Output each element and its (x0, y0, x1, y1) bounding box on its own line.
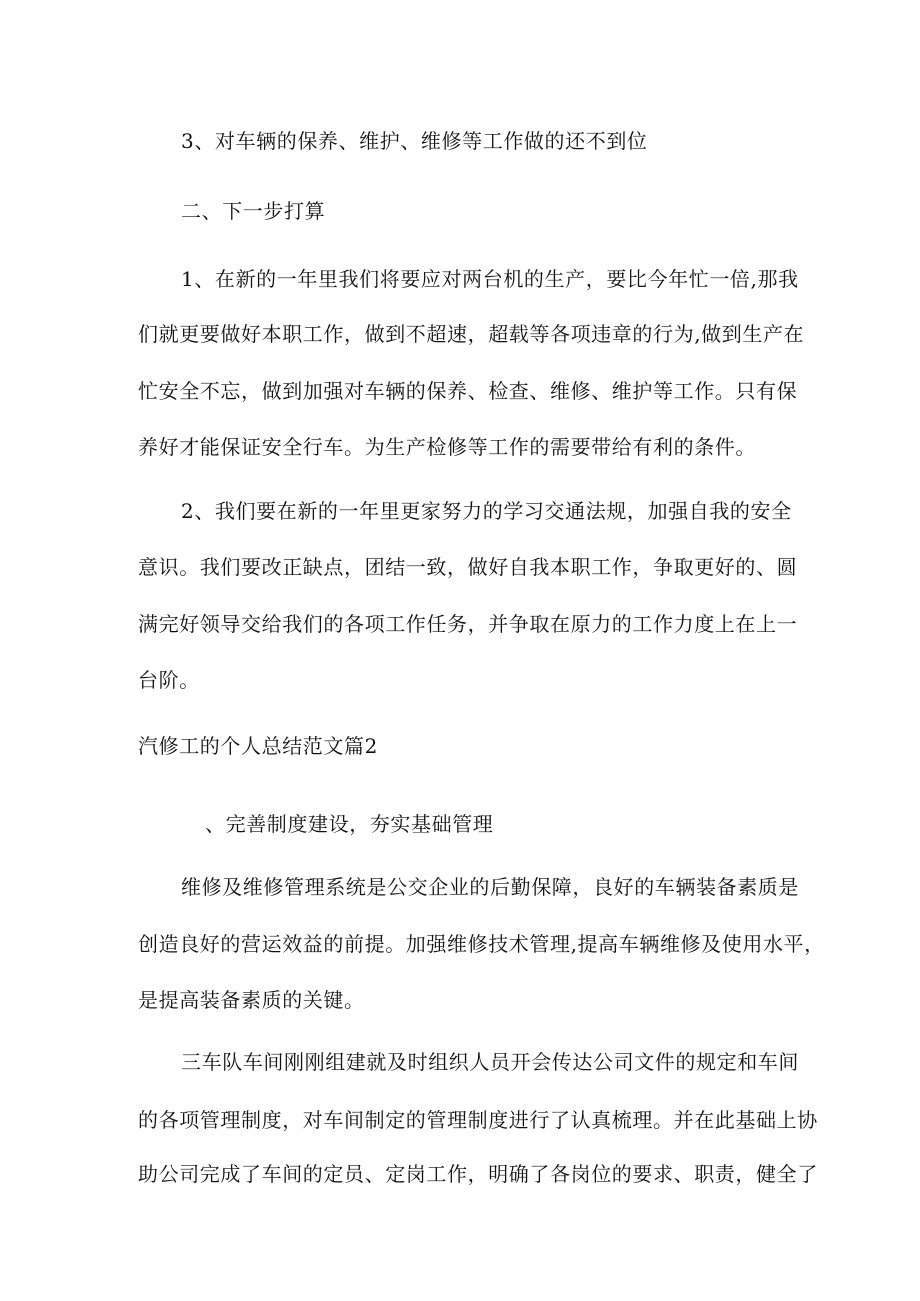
text-line-list-item-3: 3、对车辆的保养、维护、维修等工作做的还不到位 (181, 129, 648, 153)
paragraph-3-line-1: 维修及维修管理系统是公交企业的后勤保障，良好的车辆装备素质是 (181, 875, 799, 899)
subheading-system-building: 、完善制度建设，夯实基础管理 (205, 812, 494, 836)
paragraph-3-line-2: 创造良好的营运效益的前提。加强维修技术管理,提高车辆维修及使用水平， (138, 932, 825, 956)
paragraph-1-line-2: 们就更要做好本职工作，做到不超速，超载等各项违章的行为,做到生产在 (138, 322, 805, 346)
paragraph-2-line-4: 台阶。 (138, 668, 200, 692)
paragraph-2-line-1: 2、我们要在新的一年里更家努力的学习交通法规，加强自我的安全 (181, 499, 792, 523)
paragraph-2-line-2: 意识。我们要改正缺点，团结一致，做好自我本职工作，争取更好的、圆 (138, 555, 798, 579)
paragraph-1-line-1: 1、在新的一年里我们将要应对两台机的生产，要比今年忙一倍,那我 (181, 267, 799, 291)
section-heading-next-steps: 二、下一步打算 (181, 199, 326, 223)
paragraph-4-line-3: 助公司完成了车间的定员、定岗工作，明确了各岗位的要求、职责，健全了 (138, 1162, 818, 1186)
article-subtitle: 汽修工的个人总结范文篇2 (138, 734, 378, 758)
paragraph-4-line-1: 三车队车间刚刚组建就及时组织人员开会传达公司文件的规定和车间 (181, 1050, 799, 1074)
paragraph-2-line-3: 满完好领导交给我们的各项工作任务，并争取在原力的工作力度上在上一 (138, 612, 798, 636)
paragraph-1-line-3: 忙安全不忘，做到加强对车辆的保养、检查、维修、维护等工作。只有保 (138, 379, 798, 403)
paragraph-3-line-3: 是提高装备素质的关键。 (138, 988, 365, 1012)
paragraph-1-line-4: 养好才能保证安全行车。为生产检修等工作的需要带给有利的条件。 (138, 435, 756, 459)
paragraph-4-line-2: 的各项管理制度，对车间制定的管理制度进行了认真梳理。并在此基础上协 (138, 1108, 818, 1132)
